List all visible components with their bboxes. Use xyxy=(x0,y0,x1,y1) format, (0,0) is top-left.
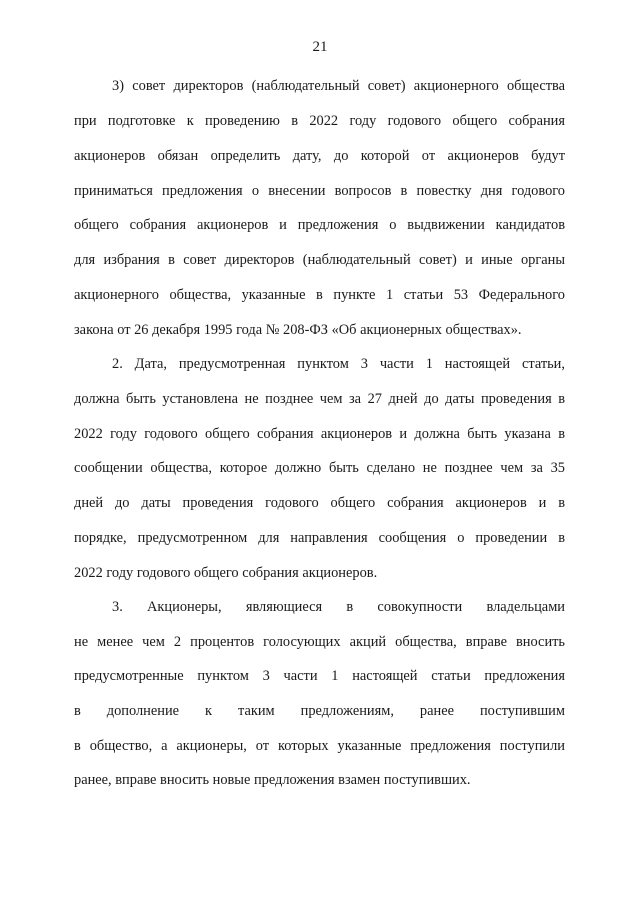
text-line: 3) совет директоров (наблюдательный совет) акционерного общества xyxy=(112,78,565,94)
text-line: общего собрания акционеров и предложения о выдвижении кандидатов xyxy=(74,217,565,233)
text-line: 2022 году годового общего собрания акционеров. xyxy=(74,565,378,581)
text-line: в дополнение к таким предложениям, ранее поступившим xyxy=(74,703,565,719)
text-line: акционеров обязан определить дату, до которой от акционеров будут xyxy=(74,148,565,164)
text-line: дней до даты проведения годового общего собрания акционеров и в xyxy=(74,495,565,511)
text-line: акционерного общества, указанные в пункте 1 статьи 53 Федерального xyxy=(74,287,565,303)
text-line: порядке, предусмотренном для направления сообщения о проведении в xyxy=(74,530,565,546)
text-line: приниматься предложения о внесении вопросов в повестку дня годового xyxy=(74,183,565,199)
text-line: предусмотренные пунктом 3 части 1 настоящей статьи предложения xyxy=(74,668,565,684)
text-line: сообщении общества, которое должно быть сделано не позднее чем за 35 xyxy=(74,460,565,476)
text-line: закона от 26 декабря 1995 года № 208-ФЗ «Об акционерных обществах». xyxy=(74,322,522,338)
page-number: 21 xyxy=(312,39,328,55)
text-line: 2. Дата, предусмотренная пунктом 3 части 1 настоящей статьи, xyxy=(112,356,565,372)
text-line: не менее чем 2 процентов голосующих акций общества, вправе вносить xyxy=(74,634,565,650)
text-line: при подготовке к проведению в 2022 году годового общего собрания xyxy=(74,113,565,129)
text-line: для избрания в совет директоров (наблюдательный совет) и иные органы xyxy=(74,252,565,268)
text-line: ранее, вправе вносить новые предложения взамен поступивших. xyxy=(74,772,471,788)
text-line: в общество, а акционеры, от которых указанные предложения поступили xyxy=(74,738,565,754)
text-line: 2022 году годового общего собрания акционеров и должна быть указана в xyxy=(74,426,565,442)
text-line: 3. Акционеры, являющиеся в совокупности владельцами xyxy=(112,599,565,615)
text-line: должна быть установлена не позднее чем за 27 дней до даты проведения в xyxy=(74,391,565,407)
